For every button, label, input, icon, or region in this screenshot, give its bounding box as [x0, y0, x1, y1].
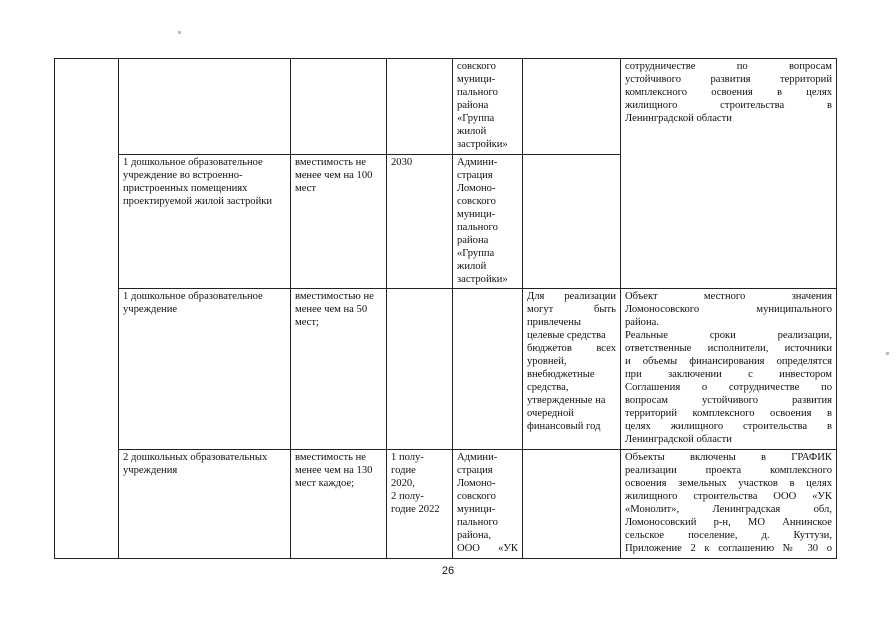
text-line: муници-	[457, 209, 496, 220]
funding-cell	[523, 289, 621, 450]
object-cell: 1 дошкольное образовательное учреждение	[119, 289, 291, 450]
text-line: вопросам устойчивого развития	[625, 395, 832, 406]
text-line: могут быть	[527, 304, 616, 315]
text-line: района,	[457, 530, 491, 541]
text-line: 1 полу-	[391, 452, 424, 463]
notes-cell	[621, 289, 837, 450]
notes-cell	[621, 450, 837, 559]
table-row	[55, 450, 837, 559]
text-line: района	[457, 100, 489, 111]
text-line: жилой	[457, 126, 487, 137]
capacity-cell	[291, 59, 387, 155]
text-line: муници-	[457, 504, 496, 515]
responsible-cell	[453, 59, 523, 155]
text-line: Ломоносовский р-н, МО Аннинское	[625, 517, 832, 528]
text-line: «Группа	[457, 113, 495, 124]
text-line: сельское поселение, д. Куттузи,	[625, 530, 832, 541]
capacity-cell: вместимость не менее чем на 100 мест	[291, 155, 387, 289]
text-line: Ленинградской области	[625, 434, 732, 445]
text-line: средства,	[527, 382, 569, 393]
number-cell	[55, 59, 119, 559]
table-row	[55, 289, 837, 450]
text-line: Админи-	[457, 157, 498, 168]
table-row	[55, 59, 837, 155]
text-line: целях жилищного строительства в	[625, 421, 832, 432]
text-line: района.	[625, 317, 659, 328]
text-line: Ломоносовского муниципального	[625, 304, 832, 315]
object-cell: 1 дошкольное образовательное учреждение во встроенно-пристроенных помещениях проектируемой жилой застройки	[119, 155, 291, 289]
period-cell: 2030	[387, 155, 453, 289]
document-table	[54, 58, 837, 559]
text-line: 2020,	[391, 478, 415, 489]
text-line: сотрудничестве по вопросам	[625, 61, 832, 72]
text-line: пального	[457, 222, 498, 233]
text-line: Админи-	[457, 452, 498, 463]
page-number: 26	[441, 565, 455, 577]
text-line: жилой	[457, 261, 487, 272]
responsible-cell	[453, 289, 523, 450]
text-line: застройки»	[457, 139, 508, 150]
text-line: совского	[457, 196, 496, 207]
text-line: Ломоно-	[457, 183, 496, 194]
scan-speck	[178, 31, 181, 34]
text-line: финансовый год	[527, 421, 601, 432]
scan-speck	[886, 352, 889, 355]
text-line: совского	[457, 491, 496, 502]
text-line: и объемы финансирования определятся	[625, 356, 832, 367]
notes-cell	[621, 59, 837, 289]
text-line: бюджетов всех	[527, 343, 616, 354]
text-line: внебюджетные	[527, 369, 595, 380]
funding-cell	[523, 450, 621, 559]
text-line: жилищного строительства ООО «УК	[625, 491, 832, 502]
text-line: Реальные сроки реализации,	[625, 330, 832, 341]
capacity-cell: вместимостью не менее чем на 50 мест;	[291, 289, 387, 450]
object-cell	[119, 59, 291, 155]
text-line: Приложение 2 к соглашению № 30 о	[625, 543, 832, 554]
responsible-cell	[453, 450, 523, 559]
text-line: муници-	[457, 74, 496, 85]
text-line: утвержденные на	[527, 395, 606, 406]
text-line: Для реализации	[527, 291, 616, 302]
text-line: застройки»	[457, 274, 508, 285]
text-line: при заключении с инвестором	[625, 369, 832, 380]
funding-cell	[523, 59, 621, 155]
text-line: Объект местного значения	[625, 291, 832, 302]
text-line: района	[457, 235, 489, 246]
text-line: «Монолит», Ленинградская обл,	[625, 504, 832, 515]
responsible-cell	[453, 155, 523, 289]
text-line: ответственные исполнители, источники	[625, 343, 832, 354]
text-line: Ломоно-	[457, 478, 496, 489]
text-line: пального	[457, 87, 498, 98]
period-cell	[387, 450, 453, 559]
text-line: жилищного строительства в	[625, 100, 832, 111]
text-line: страция	[457, 465, 493, 476]
text-line: освоения земельных участков в целях	[625, 478, 832, 489]
text-line: страция	[457, 170, 493, 181]
text-line: Ленинградской области	[625, 113, 732, 124]
text-line: комплексного освоения в целях	[625, 87, 832, 98]
period-cell	[387, 59, 453, 155]
text-line: Соглашения о сотрудничестве по	[625, 382, 832, 393]
text-line: годие	[391, 465, 416, 476]
text-line: совского	[457, 61, 496, 72]
text-line: реализации проекта комплексного	[625, 465, 832, 476]
text-line: Объекты включены в ГРАФИК	[625, 452, 832, 463]
period-cell	[387, 289, 453, 450]
text-line: ООО «УК	[457, 543, 518, 554]
object-cell: 2 дошкольных образовательных учреждения	[119, 450, 291, 559]
text-line: очередной	[527, 408, 574, 419]
capacity-cell: вместимость не менее чем на 130 мест каждое;	[291, 450, 387, 559]
text-line: устойчивого развития территорий	[625, 74, 832, 85]
text-line: «Группа	[457, 248, 495, 259]
text-line: 2 полу-	[391, 491, 424, 502]
funding-cell	[523, 155, 621, 289]
text-line: территорий комплексного освоения в	[625, 408, 832, 419]
text-line: годие 2022	[391, 504, 440, 515]
text-line: уровней,	[527, 356, 567, 367]
text-line: привлечены	[527, 317, 582, 328]
text-line: пального	[457, 517, 498, 528]
text-line: целевые средства	[527, 330, 606, 341]
